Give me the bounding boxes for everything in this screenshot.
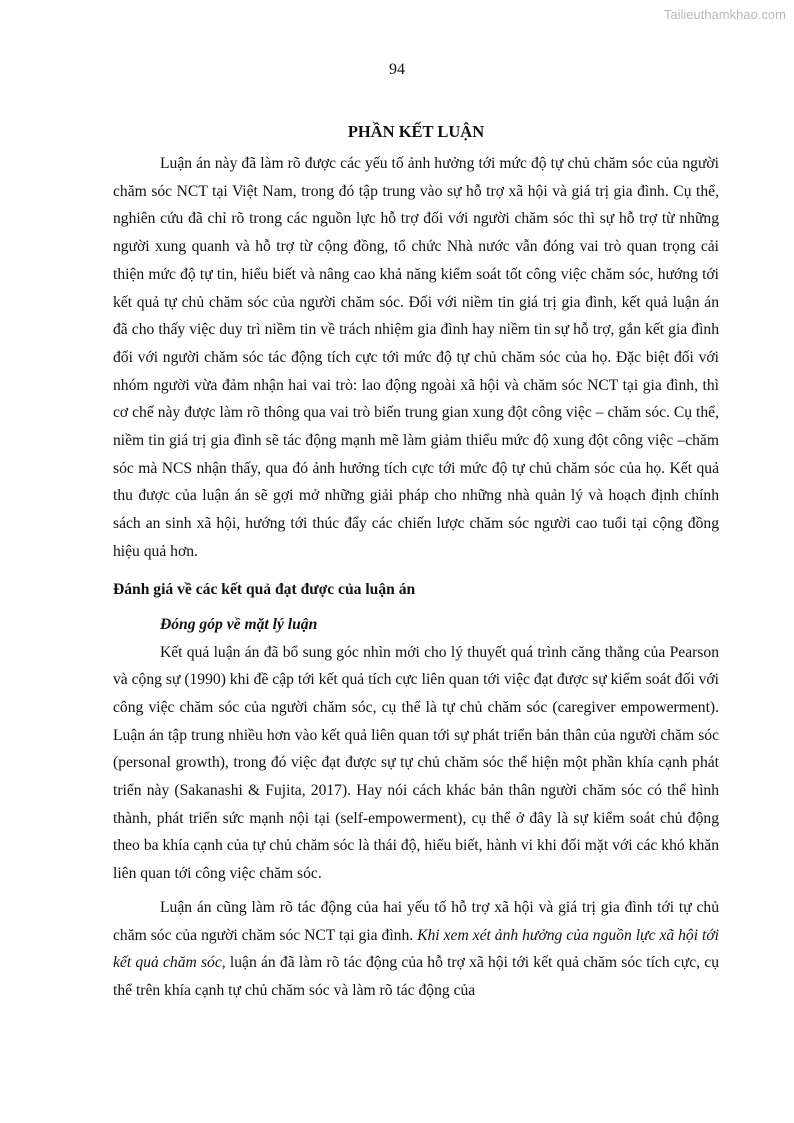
page-number: 94 bbox=[389, 61, 405, 78]
paragraph-3-italic: Khi xem xét ảnh hưởng của nguồn lực xã hội tới kết quả chăm sóc bbox=[113, 926, 719, 972]
document-body bbox=[113, 118, 719, 1005]
watermark: Tailieuthamkhao.com bbox=[663, 7, 786, 22]
sub-heading: Đóng góp về mặt lý luận bbox=[160, 615, 318, 633]
paragraph-3-part-1: Luận án cũng làm rõ tác động của hai yếu tố hỗ trợ xã hội và giá trị gia đình tới tự chủ chăm sóc của người chăm sóc NCT tại gia đình. bbox=[113, 898, 719, 944]
paragraph-3-part-2: , luận án đã làm rõ tác động của hỗ trợ xã hội tới kết quả chăm sóc tích cực, cụ thể trên khía cạnh tự chủ chăm sóc và làm rõ tác động của bbox=[113, 954, 719, 999]
paragraph-3 bbox=[113, 894, 719, 1005]
section-heading: Đánh giá về các kết quả đạt được của luận án bbox=[113, 580, 416, 598]
page-title: PHẦN KẾT LUẬN bbox=[347, 122, 485, 141]
paragraph-1: Luận án này đã làm rõ được các yếu tố ảnh hưởng tới mức độ tự chủ chăm sóc của người chăm sóc NCT tại Việt Nam, trong đó tập trung vào sự hỗ trợ xã hội và giá trị gia đình. Cụ thể, nghiên cứu đã chỉ rõ trong các nguồn lực hỗ trợ đối với người chăm sóc thì sự hỗ trợ từ những người xung quanh và hỗ trợ từ cộng đồng, tổ chức Nhà nước vẫn đóng vai trò quan trọng cải thiện mức độ tự tin, hiểu biết và nâng cao khả năng kiểm soát tốt công việc chăm sóc, hướng tới kết quả tự chủ chăm sóc của người chăm sóc. Đối với niềm tin giá trị gia đình, kết quả luận án đã cho thấy việc duy trì niềm tin về trách nhiệm gia đình hay niềm tin sự hỗ trợ, gắn kết gia đình đối với người chăm sóc tác động tích cực tới mức độ tự chủ chăm sóc của họ. Đặc biệt đối với nhóm người vừa đảm nhận hai vai trò: lao động ngoài xã hội và chăm sóc NCT tại gia đình, thì cơ chế này được làm rõ thông qua vai trò biến trung gian xung đột công việc – chăm sóc. Cụ thể, niềm tin giá trị gia đình sẽ tác động mạnh mẽ làm giảm thiểu mức độ xung đột công việc –chăm sóc mà NCS nhận thấy, qua đó ảnh hưởng tích cực tới mức độ tự chủ chăm sóc của họ. Kết quả thu được của luận án sẽ gợi mở những giải pháp cho những nhà quản lý và hoạch định chính sách an sinh xã hội, hướng tới thúc đẩy các chiến lược chăm sóc người cao tuổi tại cộng đồng hiệu quả hơn. bbox=[113, 155, 719, 560]
paragraph-2: Kết quả luận án đã bổ sung góc nhìn mới cho lý thuyết quá trình căng thẳng của Pearson và cộng sự (1990) khi đề cập tới kết quả tích cực liên quan tới việc đạt được sự kiểm soát đối với công việc chăm sóc của người chăm sóc, cụ thể là tự chủ chăm sóc (caregiver empowerment). Luận án tập trung nhiều hơn vào kết quả liên quan tới sự phát triển bản thân của người chăm sóc (personal growth), trong đó việc đạt được sự tự chủ chăm sóc thể hiện một phần khía cạnh phát triển này (Sakanashi & Fujita, 2017). Hay nói cách khác bản thân người chăm sóc có thể hình thành, phát triển sức mạnh nội tại (self-empowerment), cụ thể ở đây là sự kiểm soát chủ động theo ba khía cạnh của tự chủ chăm sóc là thái độ, hiểu biết, hành vi khi đối mặt với các khó khăn liên quan tới công việc chăm sóc. bbox=[113, 643, 719, 883]
